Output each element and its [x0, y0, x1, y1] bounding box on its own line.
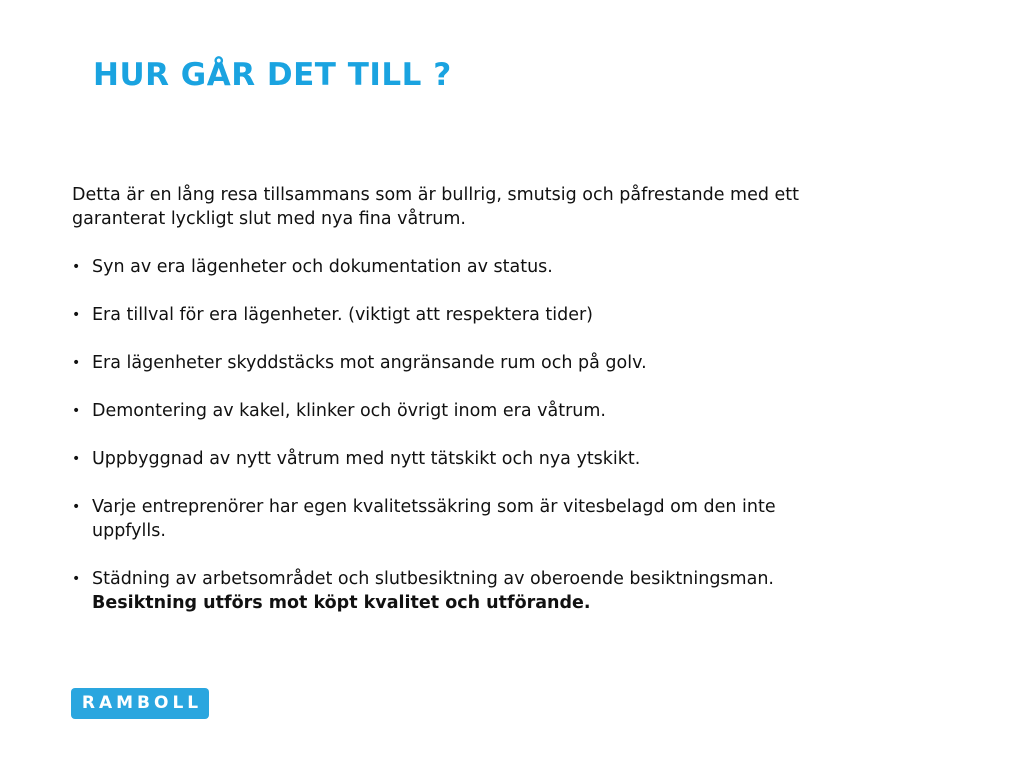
bullet-item — [72, 303, 852, 327]
bullet-dot-icon: • — [72, 259, 81, 275]
intro-paragraph: Detta är en lång resa tillsammans som är bullrig, smutsig och påfrestande med ett garanterat lyckligt slut med nya fina våtrum. — [72, 185, 800, 229]
slide-title: HUR GÅR DET TILL ? — [93, 57, 452, 93]
bullet-item — [72, 255, 852, 279]
bullet-text: Era tillval för era lägenheter. (viktigt att respektera tider) — [92, 305, 593, 325]
bullet-item — [72, 351, 852, 375]
bullet-item — [72, 447, 852, 471]
bullet-text: Syn av era lägenheter och dokumentation av status. — [92, 257, 553, 277]
bullet-dot-icon: • — [72, 451, 81, 467]
bullet-text: Uppbyggnad av nytt våtrum med nytt tätskikt och nya ytskikt. — [92, 449, 641, 469]
bullet-dot-icon: • — [72, 355, 81, 371]
bullet-text: Varje entreprenörer har egen kvalitetssäkring som är vitesbelagd om den inte uppfylls. — [92, 497, 776, 541]
bullet-list — [72, 255, 852, 615]
bullet-item-last — [72, 567, 852, 615]
ramboll-logo: RAMBOLL — [71, 688, 209, 719]
bullet-item — [72, 495, 852, 543]
bullet-dot-icon: • — [72, 499, 81, 515]
slide-body — [72, 183, 852, 639]
bullet-dot-icon: • — [72, 307, 81, 323]
bullet-text: Era lägenheter skyddstäcks mot angränsande rum och på golv. — [92, 353, 647, 373]
bullet-text: Städning av arbetsområdet och slutbesiktning av oberoende besiktningsman. — [92, 569, 774, 589]
bullet-item — [72, 399, 852, 423]
bullet-text: Demontering av kakel, klinker och övrigt inom era våtrum. — [92, 401, 606, 421]
bullet-bold-text: Besiktning utförs mot köpt kvalitet och utförande. — [92, 593, 591, 613]
bullet-dot-icon: • — [72, 403, 81, 419]
bullet-dot-icon: • — [72, 571, 81, 587]
